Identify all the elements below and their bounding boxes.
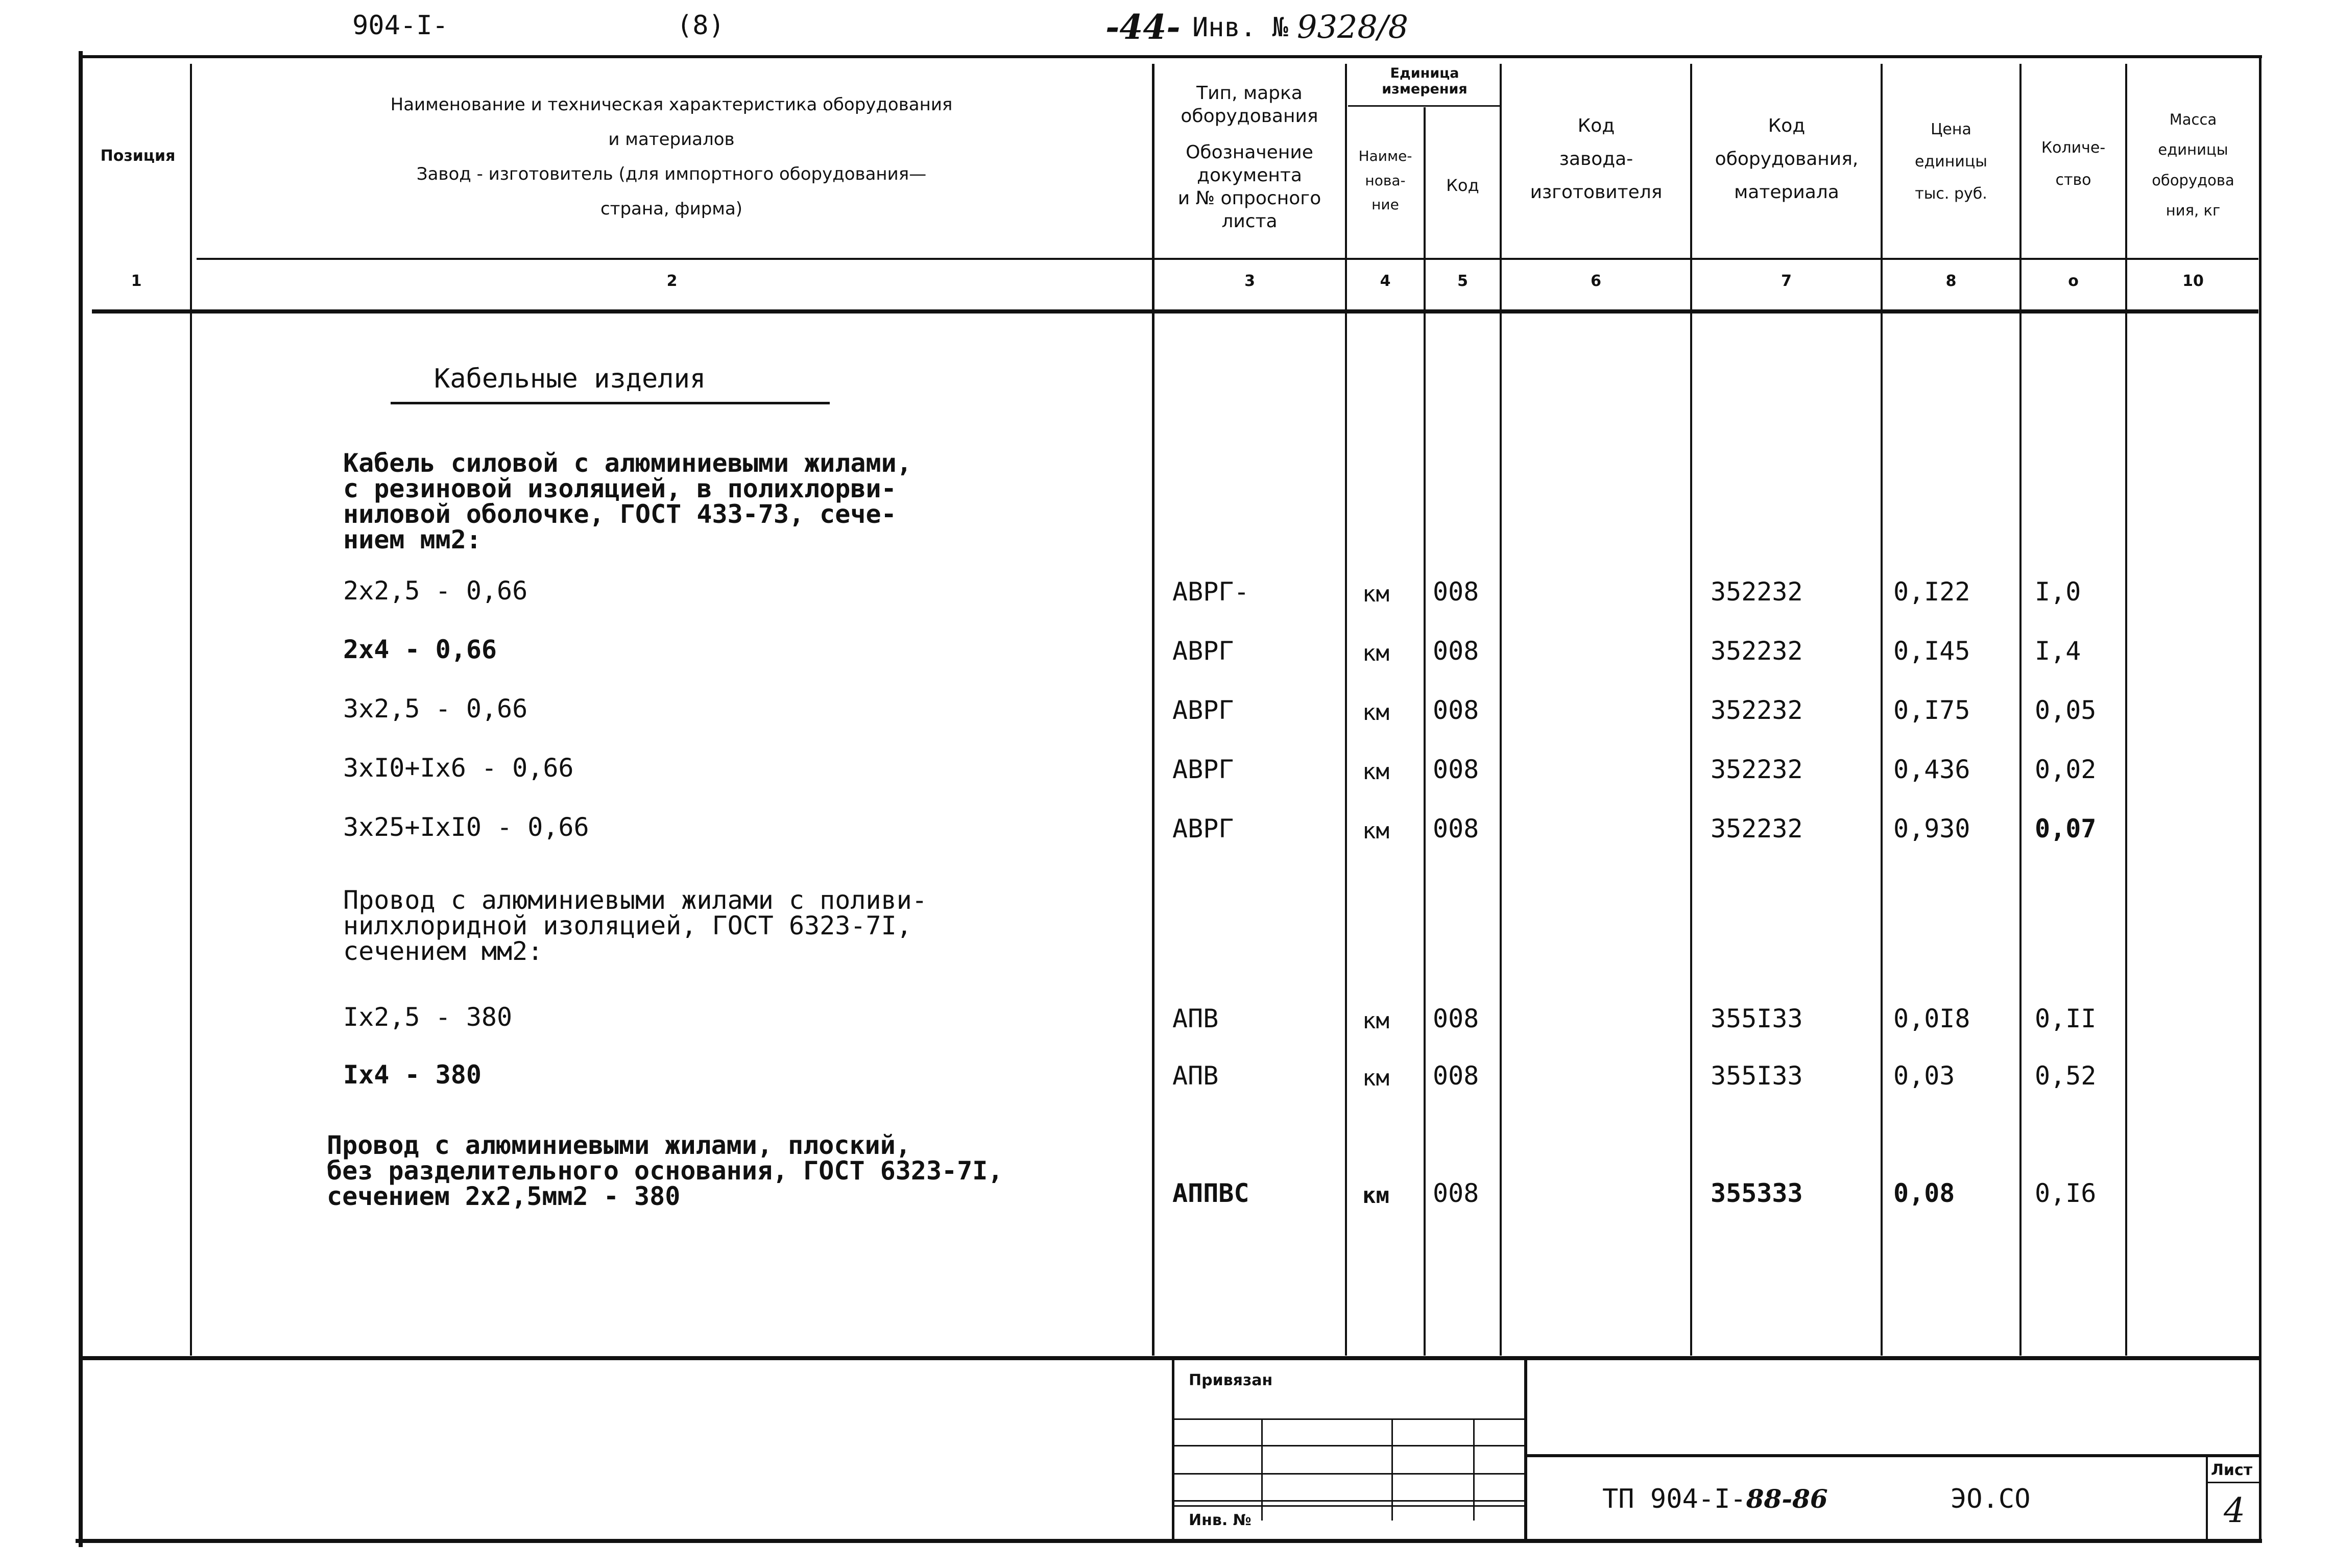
- col-number-10: 10: [2182, 272, 2204, 290]
- quantity: I,0: [2035, 577, 2081, 607]
- type-mark: АПВ: [1172, 1061, 1219, 1091]
- unit-subheader-line: [1348, 105, 1501, 107]
- header-position: Позиция: [100, 147, 176, 165]
- col-number-2: 2: [666, 272, 678, 290]
- unit-name: км: [1362, 640, 1389, 666]
- stamp-privyazan: Привязан: [1189, 1371, 1273, 1389]
- inventory-label: Инв. №: [1192, 12, 1288, 43]
- material-code: 352232: [1711, 577, 1803, 607]
- material-code: 352232: [1711, 814, 1803, 843]
- frame-left: [79, 51, 83, 1547]
- header-quantity: Количе- ство: [2041, 139, 2106, 189]
- type-mark: АВРГ: [1172, 695, 1234, 725]
- col-divider-5: [1500, 64, 1502, 1356]
- type-mark: АВРГ: [1172, 814, 1234, 843]
- item-name: 2х2,5 - 0,66: [343, 576, 528, 606]
- item-name: 3хI0+Iх6 - 0,66: [343, 753, 574, 783]
- type-mark: АВРГ: [1172, 636, 1234, 666]
- col-divider-2: [1152, 64, 1154, 1356]
- unit-price: 0,436: [1893, 755, 1970, 784]
- sheet-box-mid: [2207, 1482, 2260, 1483]
- document-code: ТП 904-I-88-86: [1602, 1484, 1828, 1514]
- item-name: 3х25+IхI0 - 0,66: [343, 812, 589, 842]
- col-number-4: 4: [1380, 272, 1391, 290]
- group1-description: Кабель силовой с алюминиевыми жилами, с резиновой изоляцией, в полихлорви- ниловой оболочке, ГОСТ 433-73, сече- нием мм2:: [343, 448, 912, 554]
- stamp-divider-left: [1172, 1358, 1174, 1542]
- sheet-number-paren: (8): [677, 10, 725, 41]
- unit-price: 0,08: [1893, 1178, 1955, 1208]
- unit-code: 008: [1433, 577, 1479, 607]
- material-code: 352232: [1711, 636, 1803, 666]
- col-divider-7: [1881, 64, 1883, 1356]
- unit-price: 0,03: [1893, 1061, 1955, 1091]
- stamp-top-line: [79, 1356, 2261, 1360]
- unit-price: 0,I22: [1893, 577, 1970, 607]
- sheet-label: Лист: [2211, 1461, 2253, 1479]
- header-unit-code: Код: [1446, 176, 1479, 195]
- header-unit-of-measure: Единица измерения: [1382, 65, 1467, 98]
- header-unit-price: Цена единицы тыс. руб.: [1915, 120, 1987, 203]
- quantity: I,4: [2035, 636, 2081, 666]
- unit-code: 008: [1433, 814, 1479, 843]
- frame-bottom: [76, 1539, 2262, 1543]
- document-section: ЭО.СО: [1951, 1484, 2031, 1514]
- inventory-number: 9328/8: [1297, 8, 1409, 45]
- type-mark: АВРГ: [1172, 755, 1234, 784]
- col-number-7: 7: [1781, 272, 1792, 290]
- frame-right: [2259, 55, 2261, 1542]
- quantity: 0,II: [2035, 1004, 2097, 1033]
- series-label: 904-I-: [352, 10, 448, 41]
- sheet-number: 4: [2224, 1491, 2245, 1530]
- stamp-inv-no: Инв. №: [1189, 1511, 1252, 1529]
- sheet-box-left: [2206, 1456, 2208, 1540]
- col-divider-6: [1690, 64, 1692, 1356]
- col-divider-8: [2019, 64, 2022, 1356]
- col-number-5: 5: [1457, 272, 1468, 290]
- item-name: Iх4 - 380: [343, 1060, 482, 1090]
- unit-code: 008: [1433, 695, 1479, 725]
- header-type-mark: Тип, марка оборудования Обозначение документа и № опросного листа: [1177, 83, 1321, 232]
- unit-price: 0,930: [1893, 814, 1970, 843]
- material-code: 352232: [1711, 695, 1803, 725]
- col-divider-9: [2125, 64, 2127, 1356]
- col-number-3: 3: [1244, 272, 1255, 290]
- unit-name: км: [1362, 1065, 1389, 1091]
- group3-description: Провод с алюминиевыми жилами, плоский, без разделительного основания, ГОСТ 6323-7I, сечением 2х2,5мм2 - 380: [327, 1130, 1003, 1211]
- unit-code: 008: [1433, 1061, 1479, 1091]
- col-divider-1: [190, 64, 192, 1356]
- header-material-code: Код оборудования, материала: [1715, 115, 1859, 203]
- item-name: Iх2,5 - 380: [343, 1002, 513, 1032]
- type-mark: АПВ: [1172, 1004, 1219, 1033]
- section-title: Кабельные изделия: [434, 364, 706, 394]
- col-number-8: 8: [1945, 272, 1957, 290]
- header-unit-mass: Масса единицы оборудова ния, кг: [2152, 111, 2234, 220]
- type-mark: АППВС: [1172, 1178, 1249, 1208]
- unit-name: км: [1362, 759, 1389, 785]
- stamp-inv-line: [1174, 1505, 1527, 1507]
- frame-top: [79, 55, 2262, 58]
- unit-code: 008: [1433, 1178, 1479, 1208]
- unit-name: км: [1362, 818, 1389, 844]
- col-number-1: 1: [131, 272, 142, 290]
- unit-price: 0,I75: [1893, 695, 1970, 725]
- unit-name: км: [1362, 1008, 1389, 1034]
- stamp-right-top-line: [1527, 1454, 2260, 1457]
- col-divider-3: [1345, 64, 1347, 1356]
- material-code: 355I33: [1711, 1004, 1803, 1033]
- quantity: 0,52: [2035, 1061, 2097, 1091]
- header-factory-code: Код завода- изготовителя: [1530, 115, 1663, 203]
- material-code: 355I33: [1711, 1061, 1803, 1091]
- header-bottom-line: [197, 258, 2258, 260]
- item-name: 3х2,5 - 0,66: [343, 694, 528, 723]
- header-name-description: Наименование и техническая характеристика оборудования и материалов Завод - изготовитель (для импортного оборудования— страна, фирма): [390, 94, 953, 219]
- unit-name: км: [1362, 1183, 1389, 1209]
- col-number-line: [92, 309, 2258, 313]
- material-code: 352232: [1711, 755, 1803, 784]
- material-code: 355333: [1711, 1178, 1803, 1208]
- item-name: 2х4 - 0,66: [343, 635, 497, 664]
- unit-code: 008: [1433, 755, 1479, 784]
- page-marker: -44-: [1105, 7, 1181, 47]
- header-unit-name: Наиме- нова- ние: [1358, 148, 1412, 213]
- type-mark: АВРГ-: [1172, 577, 1249, 607]
- col-divider-4: [1424, 107, 1426, 1356]
- unit-name: км: [1362, 699, 1389, 726]
- unit-price: 0,0I8: [1893, 1004, 1970, 1033]
- quantity: 0,I6: [2035, 1178, 2097, 1208]
- unit-price: 0,I45: [1893, 636, 1970, 666]
- unit-code: 008: [1433, 1004, 1479, 1033]
- unit-name: км: [1362, 581, 1389, 607]
- quantity: 0,02: [2035, 755, 2097, 784]
- unit-code: 008: [1433, 636, 1479, 666]
- section-title-underline: [391, 402, 830, 404]
- col-number-9: о: [2068, 272, 2079, 290]
- group2-description: Провод с алюминиевыми жилами с поливи- нилхлоридной изоляцией, ГОСТ 6323-7I, сечением мм2:: [343, 885, 927, 966]
- quantity: 0,07: [2035, 814, 2097, 843]
- col-number-6: 6: [1591, 272, 1601, 290]
- quantity: 0,05: [2035, 695, 2097, 725]
- stamp-divider-mid: [1524, 1358, 1527, 1542]
